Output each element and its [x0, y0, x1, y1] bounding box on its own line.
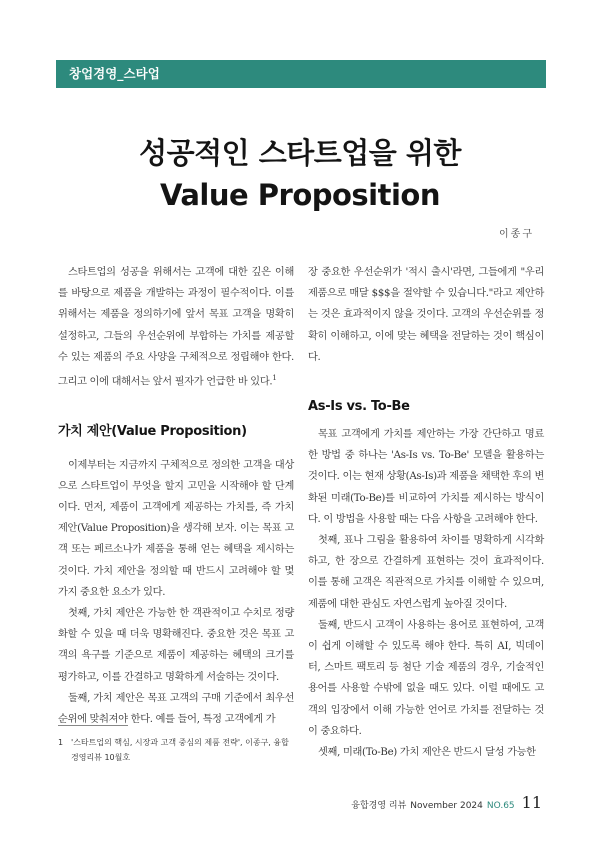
footnote-ref: 1	[272, 374, 277, 383]
body-paragraph: 첫째, 가치 제안은 가능한 한 객관적이고 수치로 정량화할 수 있을 때 더욱 명확해진다. 중요한 것은 목표 고객의 욕구를 기준으로 제품이 제공하는 혜택의 크기를 평가하고, 이를 간결하고 명확하게 서술하는 것이다.	[58, 608, 294, 683]
section-banner: 창업경영_스타업	[56, 60, 546, 88]
title-line-2: Value Proposition	[159, 178, 440, 212]
footnote-text: '스타트업의 핵심, 시장과 고객 중심의 제품 전략', 이종구, 융합경영리뷰 10월호	[71, 738, 289, 762]
right-column	[308, 262, 544, 763]
intro-text: 스타트업의 성공을 위해서는 고객에 대한 깊은 이해를 바탕으로 제품을 개발하는 과정이 필수적이다. 이를 위해서는 제품을 정의하기에 앞서 목표 고객을 명확히 설정하고, 그들의 우선순위에 부합하는 가치를 제공할 수 있는 제품의 주요 사양을 구체적으로 정립해야 한다. 그리고 이에 대해서는 앞서 필자가 언급한 바 있다.	[58, 267, 294, 388]
intro-paragraph	[58, 262, 294, 393]
body-paragraph: 셋째, 미래(To-Be) 가치 제안은 반드시 달성 가능한	[318, 747, 536, 759]
section-heading-value-proposition: 가치 제안(Value Proposition)	[58, 423, 247, 439]
journal-name: 융합경영 리뷰	[351, 801, 407, 811]
body-paragraph: 이제부터는 지금까지 구체적으로 정의한 고객을 대상으로 스타트업이 무엇을 할지 고민을 시작해야 할 단계이다. 먼저, 제품이 고객에게 제공하는 가치를, 즉 가치 제안(Value Proposition)을 생각해 보자. 이는 목표 고객 또는 페르소나가 제품을 통해 얻는 혜택을 제시하는 것이다. 가치 제안을 정의할 때 반드시 고려해야 할 몇 가지 중요한 요소가 있다.	[58, 459, 294, 598]
issue-date: November 2024	[410, 801, 483, 811]
footnote-number: 1	[58, 738, 64, 747]
left-column	[58, 262, 294, 730]
continuation-paragraph: 장 중요한 우선순위가 '적시 출시'라면, 그들에게 "우리 제품으로 매달 $$$을 절약할 수 있습니다."라고 제안하는 것은 효과적이지 않을 것이다. 고객의 우선순위를 정확히 이해하고, 이에 맞는 혜택을 전달하는 것이 핵심이다.	[308, 267, 544, 363]
author-name: 이종구	[499, 229, 534, 240]
body-paragraph: 둘째, 반드시 고객이 사용하는 용어로 표현하여, 고객이 쉽게 이해할 수 있도록 해야 한다. 특히 AI, 빅데이터, 스마트 팩토리 등 첨단 기술 제품의 경우, 기술적인 용어를 사용할 수밖에 없을 때도 있다. 이럴 때에도 고객의 입장에서 이해 가능한 언어로 가치를 전달하는 것이 중요하다.	[308, 619, 544, 737]
section-heading-as-is-to-be: As-Is vs. To-Be	[308, 399, 410, 415]
footnote	[58, 735, 294, 765]
body-paragraph: 목표 고객에게 가치를 제안하는 가장 간단하고 명료한 방법 중 하나는 'As-Is vs. To-Be' 모델을 활용하는 것이다. 이는 현재 상황(As-Is)과 제품을 채택한 후의 변화된 미래(To-Be)를 비교하여 가치를 제시하는 방식이다. 이 방법을 사용할 때는 다음 사항을 고려해야 한다.	[308, 429, 544, 525]
footnote-divider	[58, 725, 128, 726]
body-paragraph: 첫째, 표나 그림을 활용하여 차이를 명확하게 시각화하고, 한 장으로 간결하게 표현하는 것이 효과적이다. 이를 통해 고객은 직관적으로 가치를 이해할 수 있으며, 제품에 대한 관심도 자연스럽게 높아질 것이다.	[308, 535, 544, 610]
page-number: 11	[521, 793, 542, 812]
page-footer	[351, 793, 542, 812]
issue-number: NO.65	[486, 801, 515, 811]
body-paragraph: 둘째, 가치 제안은 목표 고객의 구매 기준에서 최우선 순위에 맞춰져야 한다. 예를 들어, 특정 고객에게 가	[58, 692, 294, 726]
article-title	[0, 132, 600, 216]
title-line-1: 성공적인 스타트업을 위한	[139, 136, 461, 170]
